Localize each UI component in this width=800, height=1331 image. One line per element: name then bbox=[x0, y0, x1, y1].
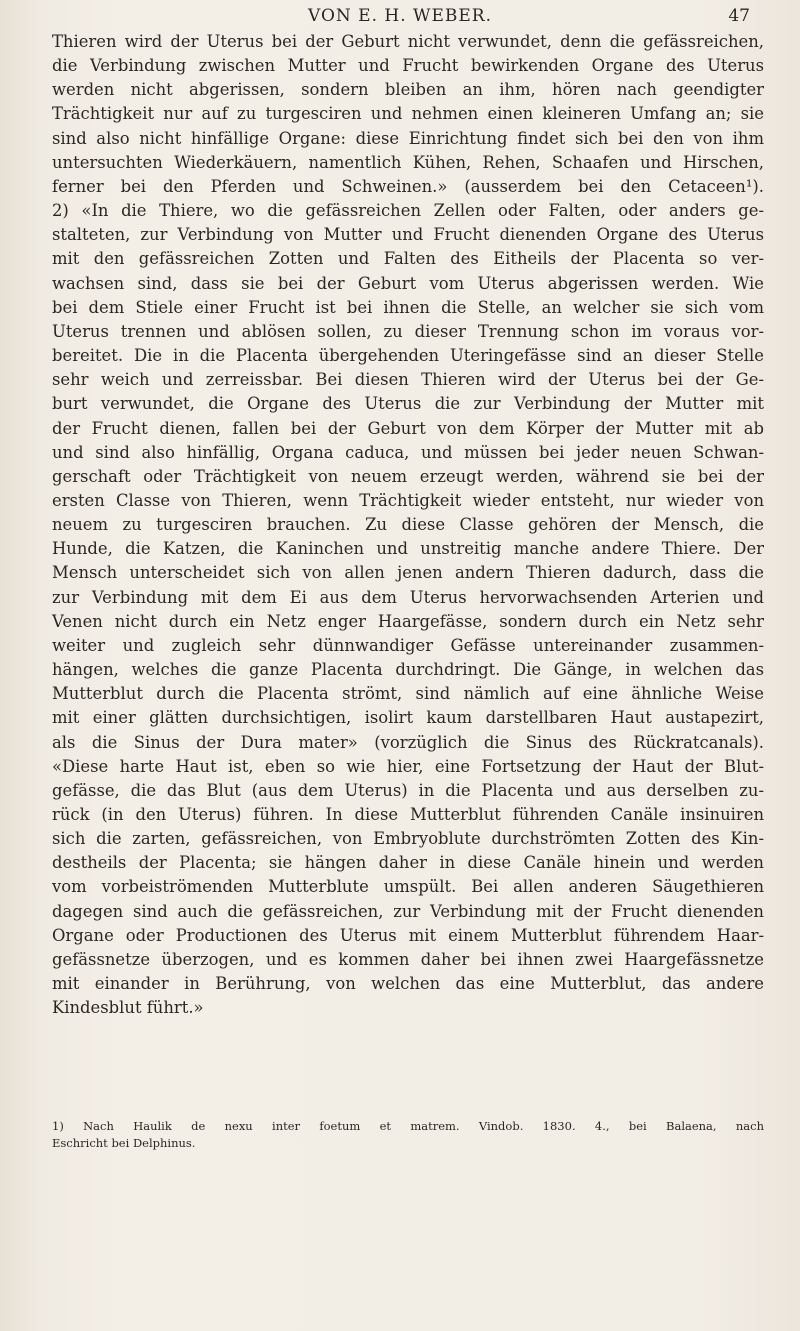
text-line: dagegen sind auch die gefässreichen, zur Verbindung mit der Frucht dienenden bbox=[52, 901, 764, 921]
text-line: vom vorbeiströmenden Mutterblute umspült. Bei allen anderen Säugethieren bbox=[52, 877, 764, 897]
text-line: sind also nicht hinfällige Organe: diese Einrichtung findet sich bei den von ihm bbox=[52, 128, 764, 148]
text-line: zur Verbindung mit dem Ei aus dem Uterus hervorwachsenden Arterien und bbox=[52, 587, 764, 607]
text-line: bereitet. Die in die Placenta übergehenden Uteringefässe sind an dieser Stelle bbox=[52, 346, 764, 366]
text-line: neuem zu turgesciren brauchen. Zu diese Classe gehören der Mensch, die bbox=[52, 515, 764, 535]
page-header bbox=[0, 6, 800, 32]
footnote bbox=[52, 1118, 764, 1152]
page-number: 47 bbox=[728, 6, 750, 26]
text-line: sehr weich und zerreissbar. Bei diesen Thieren wird der Uterus bei der Ge- bbox=[52, 370, 764, 390]
text-line: burt verwundet, die Organe des Uterus die zur Verbindung der Mutter mit bbox=[52, 394, 764, 414]
text-line: rück (in den Uterus) führen. In diese Mutterblut führenden Canäle insinuiren bbox=[52, 805, 764, 824]
text-line: Mutterblut durch die Placenta strömt, sind nämlich auf eine ähnliche Weise bbox=[52, 684, 764, 704]
text-line: mit einander in Berührung, von welchen das eine Mutterblut, das andere bbox=[52, 974, 764, 994]
text-line: mit den gefässreichen Zotten und Falten des Eitheils der Placenta so ver- bbox=[52, 249, 764, 269]
text-line: als die Sinus der Dura mater» (vorzüglich die Sinus des Rückratcanals). bbox=[52, 732, 764, 752]
text-line: destheils der Placenta; sie hängen daher in diese Canäle hinein und werden bbox=[52, 853, 764, 873]
running-title: VON E. H. WEBER. bbox=[307, 6, 493, 26]
text-line: stalteten, zur Verbindung von Mutter und Frucht dienenden Organe des Uterus bbox=[52, 225, 764, 245]
text-line: 2) «In die Thiere, wo die gefässreichen Zellen oder Falten, oder anders ge- bbox=[52, 201, 764, 221]
text-line: Thieren wird der Uterus bei der Geburt nicht verwundet, denn die gefässreichen, bbox=[52, 32, 764, 51]
text-line: der Frucht dienen, fallen bei der Geburt von dem Körper der Mutter mit ab bbox=[52, 418, 764, 438]
text-line: Mensch unterscheidet sich von allen jenen andern Thieren dadurch, dass die bbox=[52, 563, 764, 583]
text-line: werden nicht abgerissen, sondern bleiben an ihm, hören nach geendigter bbox=[52, 80, 764, 100]
text-line: mit einer glätten durchsichtigen, isolirt kaum darstellbaren Haut austapezirt, bbox=[52, 708, 764, 728]
text-line: und sind also hinfällig, Organa caduca, und müssen bei jeder neuen Schwan- bbox=[52, 442, 764, 462]
text-line: gefässe, die das Blut (aus dem Uterus) in die Placenta und aus derselben zu- bbox=[52, 780, 764, 800]
text-line: die Verbindung zwischen Mutter und Frucht bewirkenden Organe des Uterus bbox=[52, 56, 764, 76]
text-line: ersten Classe von Thieren, wenn Trächtigkeit wieder entsteht, nur wieder von bbox=[52, 490, 764, 510]
text-line: «Diese harte Haut ist, eben so wie hier, eine Fortsetzung der Haut der Blut- bbox=[52, 756, 764, 776]
text-line: sich die zarten, gefässreichen, von Embryoblute durchströmten Zotten des Kin- bbox=[52, 829, 764, 849]
text-line: weiter und zugleich sehr dünnwandiger Gefässe untereinander zusammen- bbox=[52, 635, 764, 655]
text-line: ferner bei den Pferden und Schweinen.» (ausserdem bei den Cetaceen¹). bbox=[52, 176, 764, 196]
footnote-line: Eschricht bei Delphinus. bbox=[52, 1136, 196, 1150]
text-line: Hunde, die Katzen, die Kaninchen und unstreitig manche andere Thiere. Der bbox=[52, 539, 764, 559]
text-line: bei dem Stiele einer Frucht ist bei ihnen die Stelle, an welcher sie sich vom bbox=[52, 297, 764, 317]
text-line: gerschaft oder Trächtigkeit von neuem erzeugt werden, während sie bei der bbox=[52, 466, 764, 486]
text-line: Uterus trennen und ablösen sollen, zu dieser Trennung schon im voraus vor- bbox=[52, 321, 764, 341]
footnote-line: 1) Nach Haulik de nexu inter foetum et matrem. Vindob. 1830. 4., bei Balaena, nach bbox=[52, 1119, 764, 1133]
text-line: Organe oder Productionen des Uterus mit einem Mutterblut führendem Haar- bbox=[52, 925, 764, 945]
body-text bbox=[52, 30, 764, 1020]
text-line: Venen nicht durch ein Netz enger Haargefässe, sondern durch ein Netz sehr bbox=[52, 611, 764, 631]
text-line: Kindesblut führt.» bbox=[52, 998, 204, 1018]
text-line: wachsen sind, dass sie bei der Geburt vom Uterus abgerissen werden. Wie bbox=[52, 273, 764, 293]
text-line: untersuchten Wiederkäuern, namentlich Kühen, Rehen, Schaafen und Hirschen, bbox=[52, 152, 764, 172]
text-line: Trächtigkeit nur auf zu turgesciren und nehmen einen kleineren Umfang an; sie bbox=[52, 104, 764, 124]
text-line: hängen, welches die ganze Placenta durchdringt. Die Gänge, in welchen das bbox=[52, 660, 764, 680]
text-line: gefässnetze überzogen, und es kommen daher bei ihnen zwei Haargefässnetze bbox=[52, 949, 764, 969]
